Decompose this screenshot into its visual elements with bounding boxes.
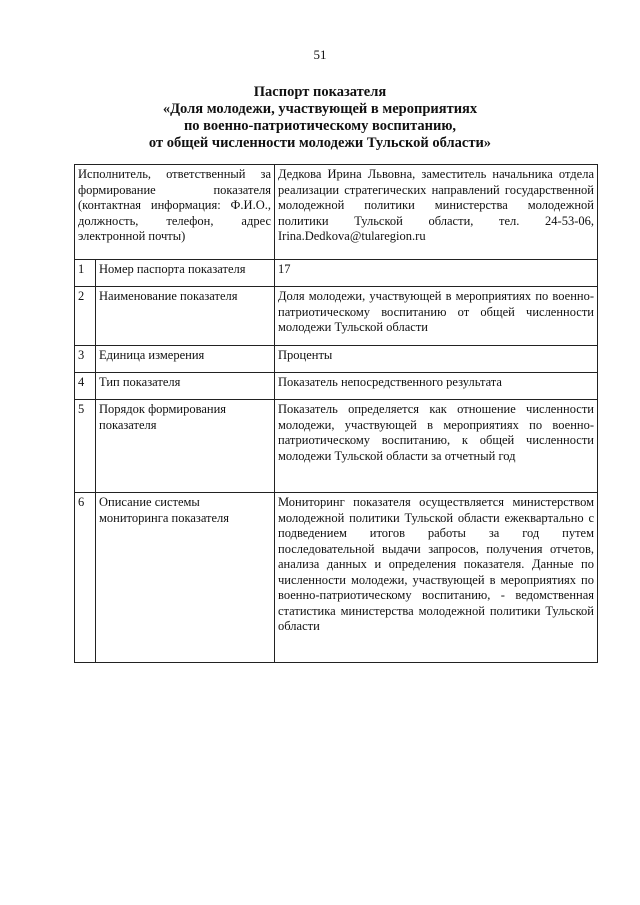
table-row	[75, 400, 598, 493]
indicator-passport-table	[74, 164, 598, 663]
title-line-3: по военно-патриотическому воспитанию,	[183, 118, 457, 134]
row-number: 1	[75, 260, 96, 287]
row-number: 6	[75, 493, 96, 663]
row-label: Порядок формирования показателя	[96, 400, 275, 493]
responsible-label: Исполнитель, ответственный за формирование показателя (контактная информация: Ф.И.О., должность, телефон, адрес электронной почты)	[75, 165, 275, 260]
row-label: Тип показателя	[96, 373, 275, 400]
page-number: 51	[313, 47, 327, 62]
title-line-2: «Доля молодежи, участвующей в мероприятиях	[162, 101, 478, 117]
title-line-4: от общей численности молодежи Тульской области»	[148, 135, 492, 151]
table-row	[75, 287, 598, 346]
row-value: Показатель определяется как отношение численности молодежи, участвующей в мероприятиях по военно-патриотическому воспитанию, к общей численности молодежи Тульской области за отчетный год	[275, 400, 598, 493]
responsible-value: Дедкова Ирина Львовна, заместитель начальника отдела реализации стратегических направлений государственной молодежной политики министерства молодежной политики Тульской области, тел. 24-53-06, Irina.Dedkova@tularegion.ru	[275, 165, 598, 260]
row-number: 5	[75, 400, 96, 493]
table-row	[75, 373, 598, 400]
row-number: 3	[75, 346, 96, 373]
row-value: Мониторинг показателя осуществляется министерством молодежной политики Тульской области ежеквартально с подведением итогов работы за год путем последовательной выдачи запросов, получения отчетов, анализа данных и определения показателя. Данные по численности молодежи, участвующей в мероприятиях по военно-патриотическому воспитанию, - ведомственная статистика министерства молодежной политики Тульской области	[275, 493, 598, 663]
table-row	[75, 493, 598, 663]
table-row-responsible	[75, 165, 598, 260]
document-title	[60, 84, 580, 152]
row-value: Проценты	[275, 346, 598, 373]
row-label: Описание системы мониторинга показателя	[96, 493, 275, 663]
row-number: 2	[75, 287, 96, 346]
row-value: Показатель непосредственного результата	[275, 373, 598, 400]
row-label: Номер паспорта показателя	[96, 260, 275, 287]
row-value: Доля молодежи, участвующей в мероприятиях по военно-патриотическому воспитанию от общей численности молодежи Тульской области	[275, 287, 598, 346]
title-line-1: Паспорт показателя	[253, 84, 387, 100]
row-label: Наименование показателя	[96, 287, 275, 346]
row-number: 4	[75, 373, 96, 400]
row-value: 17	[275, 260, 598, 287]
table-row	[75, 346, 598, 373]
table-row	[75, 260, 598, 287]
row-label: Единица измерения	[96, 346, 275, 373]
